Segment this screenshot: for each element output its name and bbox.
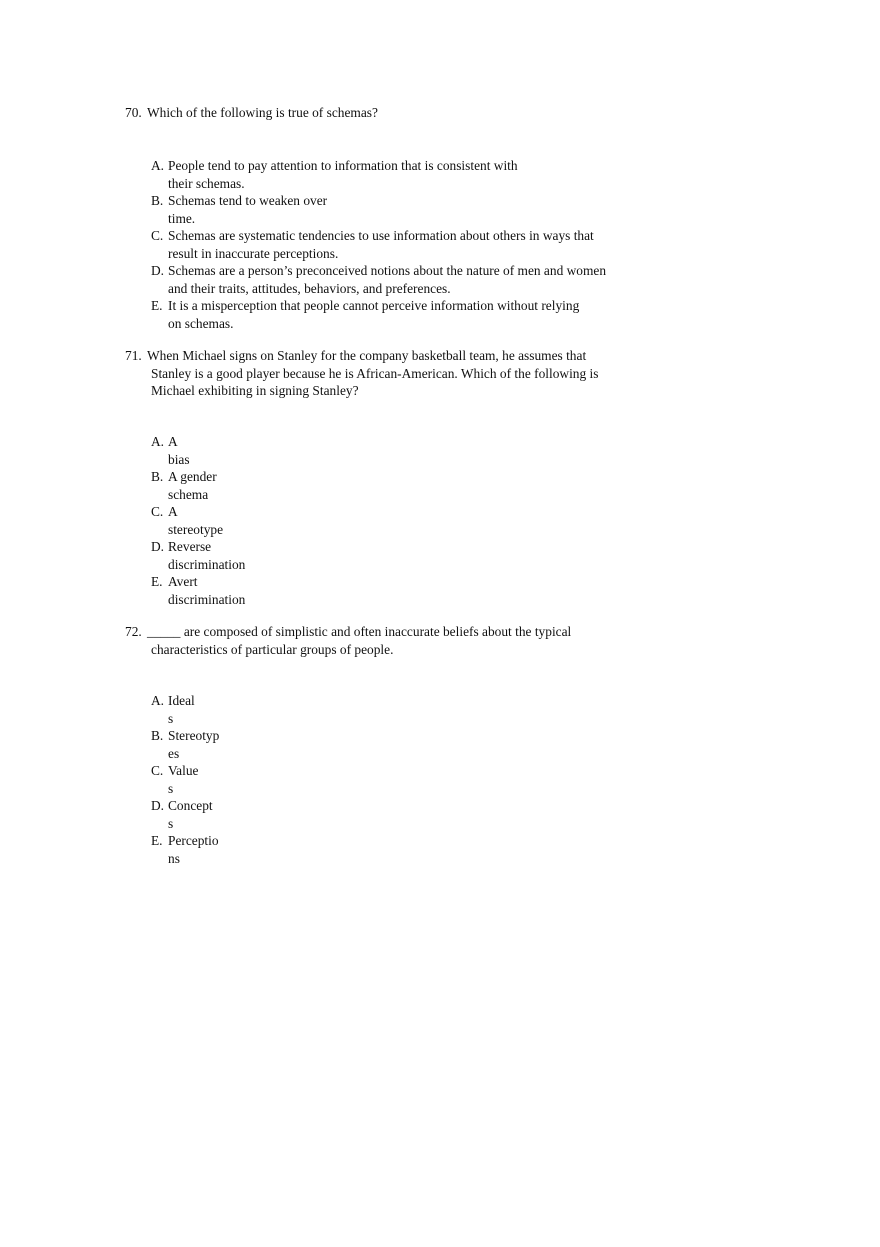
option-text: Schemas are a person’s preconceived notions about the nature of men and women and their traits, attitudes, behaviors, and preferences. bbox=[168, 263, 607, 296]
option-text: Concept s bbox=[168, 798, 213, 831]
option-text: Avert discrimination bbox=[168, 574, 246, 607]
answer-option-a bbox=[151, 692, 219, 727]
answer-option-e bbox=[151, 573, 245, 608]
answer-option-a bbox=[151, 433, 245, 468]
answer-option-d bbox=[151, 538, 245, 573]
answer-option-b bbox=[151, 192, 606, 227]
question-stem bbox=[125, 104, 685, 122]
option-letter: A. bbox=[151, 693, 165, 708]
option-letter: B. bbox=[151, 193, 164, 208]
option-text: A bias bbox=[168, 434, 190, 467]
option-text: A gender schema bbox=[168, 469, 217, 502]
question-text: When Michael signs on Stanley for the company basketball team, he assumes that Stanley is a good player because he is African-American. Which of the following is Michael exhibiting in signing Stanley? bbox=[147, 348, 599, 398]
option-text: Reverse discrimination bbox=[168, 539, 246, 572]
option-text: People tend to pay attention to information that is consistent with their schemas. bbox=[168, 158, 518, 191]
answer-option-e bbox=[151, 297, 606, 332]
option-letter: D. bbox=[151, 798, 165, 813]
answer-option-d bbox=[151, 262, 606, 297]
option-text: Value s bbox=[168, 763, 199, 796]
answer-option-a bbox=[151, 157, 606, 192]
option-letter: D. bbox=[151, 263, 165, 278]
option-letter: E. bbox=[151, 574, 163, 589]
option-letter: B. bbox=[151, 728, 164, 743]
option-letter: A. bbox=[151, 434, 165, 449]
option-letter: C. bbox=[151, 504, 164, 519]
option-letter: C. bbox=[151, 228, 164, 243]
question-71 bbox=[125, 347, 685, 400]
answer-option-b bbox=[151, 727, 219, 762]
option-letter: C. bbox=[151, 763, 164, 778]
answer-option-c bbox=[151, 503, 245, 538]
answer-option-d bbox=[151, 797, 219, 832]
question-number: 71. bbox=[125, 348, 142, 363]
question-72 bbox=[125, 623, 685, 658]
question-stem bbox=[125, 623, 685, 658]
option-text: Ideal s bbox=[168, 693, 195, 726]
option-letter: D. bbox=[151, 539, 165, 554]
answer-option-c bbox=[151, 762, 219, 797]
option-text: A stereotype bbox=[168, 504, 224, 537]
answer-option-c bbox=[151, 227, 606, 262]
question-text: Which of the following is true of schemas? bbox=[147, 105, 378, 120]
option-text: Schemas are systematic tendencies to use information about others in ways that result in inaccurate perceptions. bbox=[168, 228, 594, 261]
question-stem bbox=[125, 347, 685, 400]
answer-option-b bbox=[151, 468, 245, 503]
option-text: Stereotyp es bbox=[168, 728, 220, 761]
answer-options-71 bbox=[151, 433, 245, 608]
question-70 bbox=[125, 104, 685, 122]
question-number: 72. bbox=[125, 624, 142, 639]
question-text: _____ are composed of simplistic and often inaccurate beliefs about the typical characteristics of particular groups of people. bbox=[147, 624, 572, 657]
option-text: Schemas tend to weaken over time. bbox=[168, 193, 328, 226]
question-number: 70. bbox=[125, 105, 142, 120]
option-letter: E. bbox=[151, 833, 163, 848]
answer-options-70 bbox=[151, 157, 606, 332]
option-text: Perceptio ns bbox=[168, 833, 219, 866]
option-letter: B. bbox=[151, 469, 164, 484]
answer-options-72 bbox=[151, 692, 219, 867]
option-text: It is a misperception that people cannot perceive information without relying on schemas. bbox=[168, 298, 580, 331]
option-letter: A. bbox=[151, 158, 165, 173]
option-letter: E. bbox=[151, 298, 163, 313]
answer-option-e bbox=[151, 832, 219, 867]
